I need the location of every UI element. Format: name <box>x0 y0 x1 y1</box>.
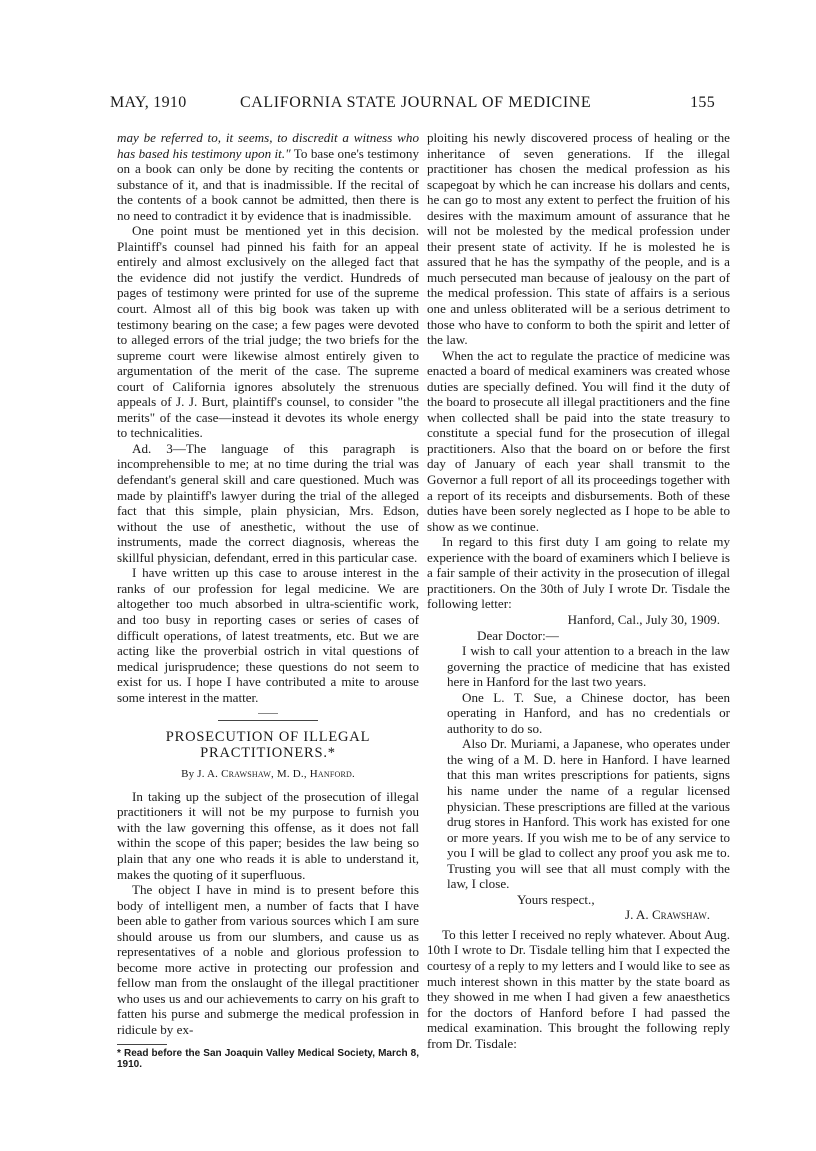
footnote-rule <box>117 1044 167 1045</box>
article-title: PROSECUTION OF ILLEGAL PRACTITIONERS.* <box>165 729 371 762</box>
italic-quote: may be referred to, it seems, to discredit a witness who has based his testimony upon it." <box>117 130 419 161</box>
paragraph: I have written up this case to arouse interest in the ranks of our profession for legal medicine. We are altogether too much absorbed in ultra-scientific work, and too busy in reporting cases or series of cases of difficult operations, of latest treatments, etc. But we are acting like the proverbial ostrich in vital questions of medical jurisprudence; these questions do not seem to exist for us. I hope I have contributed a mite to arouse some interest in the matter. <box>117 565 419 705</box>
letter-paragraph: One L. T. Sue, a Chinese doctor, has been operating in Hanford, and has no credentials or authority to do so. <box>447 689 730 736</box>
letter-paragraph: I wish to call your attention to a breach in the law governing the practice of medicine that has existed here in Hanford for the last two years. <box>447 643 730 690</box>
section-divider-short <box>258 713 278 714</box>
paragraph: ploiting his newly discovered process of healing or the inheritance of seven generations. If the illegal practitioner has chosen the medical profession as his scapegoat by which he can increase his dollars and cents, he can go to most any extent to perfect the fruition of his desires with the maximum amount of assurance that he will not be molested by the medical profession under their present state of activity. If he is molested he is assured that he has the sympathy of the people, and is a much persecuted man because of jealousy on the part of the medical profession. This state of affairs is a serious one and unless obliterated will be a serious detriment to those who have to conform to both the spirit and letter of the law. <box>427 130 730 348</box>
right-column <box>427 130 730 1051</box>
letter-date: Hanford, Cal., July 30, 1909. <box>567 611 720 627</box>
paragraph: In taking up the subject of the prosecution of illegal practitioners it will not be my purpose to furnish you with the law governing this offense, as it does not fall within the scope of this paper; besides the law being so plain that any one who reads it is able to understand it, makes the quoting of it superfluous. <box>117 788 419 882</box>
paragraph: Ad. 3—The language of this paragraph is incomprehensible to me; at no time during the trial was defendant's general skill and care questioned. Much was made by plaintiff's lawyer during the trial of the alleged fact that this simple, plain physician, Mrs. Edson, without the use of anesthetic, without the use of instruments, made the correct diagnosis, whereas the skillful physician, defendant, erred in this particular case. <box>117 440 419 565</box>
letter-salutation: Dear Doctor:— <box>477 627 559 643</box>
paragraph-text: To base one's testimony on a book can only be done by reciting the contents or substance of it, and that is inadmissible. If the recital of the contents of a book cannot be admitted, then there is no need to contradict it by evidence that is inadmissible. <box>117 145 419 223</box>
paragraph: When the act to regulate the practice of medicine was enacted a board of medical examiners was created whose duties are specially defined. You will find it the duty of the board to prosecute all illegal practitioners and the fine when collected shall be paid into the state treasury to constitute a special fund for the prosecution of illegal practitioners. Also that the board on or before the first day of January of each year shall transmit to the Governor a full report of all its proceedings together with a report of its receipts and disbursements. Both of these duties have been sorely neglected as I hope to be able to show as we continue. <box>427 347 730 534</box>
paragraph <box>117 130 419 223</box>
journal-title: CALIFORNIA STATE JOURNAL OF MEDICINE <box>240 94 592 111</box>
section-divider <box>218 720 318 721</box>
paragraph: To this letter I received no reply whatever. About Aug. 10th I wrote to Dr. Tisdale telling him that I expected the courtesy of a reply to my letters and I would like to see as much interest shown in this matter by the state board as they showed in me when I had given a few anaesthetics for the doctors of Hanford before I had passed the medical examination. This brought the following reply from Dr. Tisdale: <box>427 926 730 1051</box>
byline-by: By <box>181 768 198 781</box>
paragraph: One point must be mentioned yet in this decision. Plaintiff's counsel had pinned his faith for an appeal entirely and almost exclusively on the alleged fact that the evidence did not justify the verdict. Hundreds of pages of testimony were printed for use of the supreme court. Almost all of this big book was taken up with testimony bearing on the case; a few pages were devoted to alleged errors of the trial judge; the two briefs for the supreme court were likewise almost entirely given to argumentation of the merit of the case. The supreme court of California ignores absolutely the strenuous appeals of J. J. Burt, plaintiff's counsel, to consider "the merits" of the case—instead it devotes its whole energy to technicalities. <box>117 223 419 441</box>
issue-date: MAY, 1910 <box>110 94 187 111</box>
paragraph: In regard to this first duty I am going to relate my experience with the board of examiners which I believe is a fair sample of their activity in the prosecution of illegal practitioners. On the 30th of July I wrote Dr. Tisdale the following letter: <box>427 534 730 612</box>
paragraph: The object I have in mind is to present before this body of intelligent men, a number of facts that I have been able to gather from various sources which I am sure should arouse us from our slumbers, and cause us as representatives of a noble and glorious profession to become more active in protecting our profession and fellow man from the onslaught of the illegal practitioner who uses us and our achievements to carry on his graft to fatten his purse and submerge the medical profession in ridicule by ex- <box>117 882 419 1037</box>
running-header <box>110 94 715 116</box>
left-column <box>117 130 419 1070</box>
quoted-letter <box>427 612 730 923</box>
byline <box>117 767 419 783</box>
page-number: 155 <box>690 94 715 111</box>
letter-paragraph: Also Dr. Muriami, a Japanese, who operates under the wing of a M. D. here in Hanford. I have learned that this man writes prescriptions for patients, signs his name under the name of a regular licensed physician. These prescriptions are filled at the various drug stores in Hanford. This work has existed for one or more years. If you wish me to be of any service to you I will be glad to collect any proof you ask me to. Trusting you will see that all must comply with the law, I close. <box>447 736 730 892</box>
footnote: * Read before the San Joaquin Valley Medical Society, March 8, 1910. <box>117 1047 419 1070</box>
letter-signature: J. A. Crawshaw. <box>625 907 710 923</box>
byline-author: J. A. Crawshaw, M. D., Hanford. <box>197 768 355 781</box>
letter-closing: Yours respect., <box>517 891 595 907</box>
